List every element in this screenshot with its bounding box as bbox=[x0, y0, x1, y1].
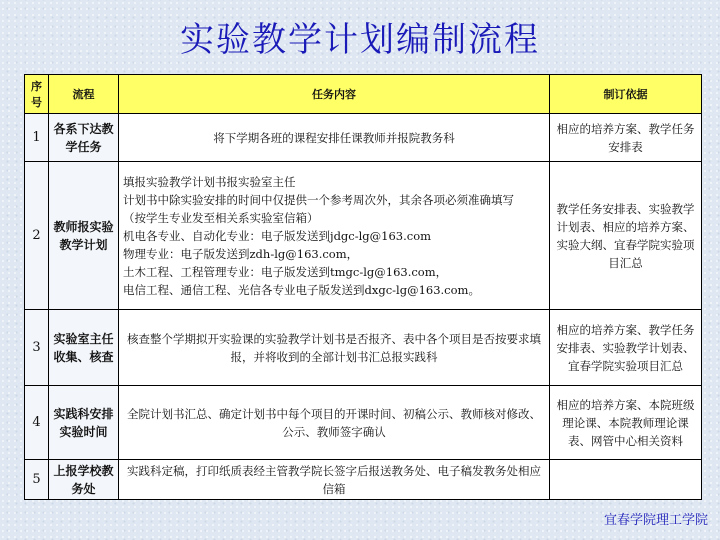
row-num: 2 bbox=[25, 162, 49, 310]
institution-footer: 宜春学院理工学院 bbox=[603, 513, 708, 528]
row-task bbox=[119, 162, 550, 310]
task-line: （按学生专业发至相关系实验室信箱） bbox=[123, 210, 319, 225]
header-num: 序号 bbox=[25, 75, 49, 114]
process-table bbox=[24, 74, 702, 500]
row-task bbox=[119, 386, 550, 460]
header-task: 任务内容 bbox=[119, 75, 550, 114]
table-row bbox=[25, 460, 702, 500]
row-process: 上报学校教务处 bbox=[49, 460, 119, 500]
table-header-row bbox=[25, 75, 702, 114]
row-task bbox=[119, 310, 550, 386]
table-row bbox=[25, 114, 702, 162]
table-row bbox=[25, 386, 702, 460]
row-process: 实验室主任收集、核查 bbox=[49, 310, 119, 386]
task-line: 全院计划书汇总、确定计划书中每个项目的开课时间、初稿公示、教师核对修改、公示、教师签字确认 bbox=[127, 406, 541, 439]
row-num: 4 bbox=[25, 386, 49, 460]
row-process: 教师报实验教学计划 bbox=[49, 162, 119, 310]
row-num: 5 bbox=[25, 460, 49, 500]
task-line: 填报实验教学计划书报实验室主任 bbox=[123, 174, 296, 189]
row-num: 3 bbox=[25, 310, 49, 386]
header-basis: 制订依据 bbox=[550, 75, 702, 114]
task-line: 物理专业：电子版发送到zdh-lg@163.com， bbox=[123, 246, 359, 261]
row-task bbox=[119, 460, 550, 500]
row-num: 1 bbox=[25, 114, 49, 162]
task-line: 将下学期各班的课程安排任课教师并报院教务科 bbox=[213, 130, 455, 145]
task-line: 机电各专业、自动化专业：电子版发送到jdgc-lg@163.com bbox=[123, 228, 432, 243]
task-line: 计划书中除实验安排的时间中仅提供一个参考周次外，其余各项必须准确填写 bbox=[123, 192, 514, 207]
task-line: 土木工程、工程管理专业：电子版发送到tmgc-lg@163.com， bbox=[123, 264, 448, 279]
row-basis: 教学任务安排表、实验教学计划表、相应的培养方案、实验大纲、宜春学院实验项目汇总 bbox=[550, 162, 702, 310]
table-row bbox=[25, 162, 702, 310]
header-process: 流程 bbox=[49, 75, 119, 114]
page-title: 实验教学计划编制流程 bbox=[180, 20, 540, 60]
task-line: 核查整个学期拟开实验课的实验教学计划书是否报齐、表中各个项目是否按要求填报，并将收到的全部计划书汇总报实践科 bbox=[127, 331, 541, 364]
row-basis: 相应的培养方案、教学任务安排表 bbox=[550, 114, 702, 162]
row-task bbox=[119, 114, 550, 162]
table-row bbox=[25, 310, 702, 386]
row-process: 实践科安排实验时间 bbox=[49, 386, 119, 460]
task-line: 电信工程、通信工程、光信各专业电子版发送到dxgc-lg@163.com。 bbox=[123, 282, 480, 297]
row-basis: 相应的培养方案、教学任务安排表、实验教学计划表、宜春学院实验项目汇总 bbox=[550, 310, 702, 386]
row-basis bbox=[550, 460, 702, 500]
row-process: 各系下达教学任务 bbox=[49, 114, 119, 162]
row-basis: 相应的培养方案、本院班级理论课、本院教师理论课表、网管中心相关资料 bbox=[550, 386, 702, 460]
task-line: 实践科定稿，打印纸质表经主管教学院长签字后报送教务处、电子稿发教务处相应信箱 bbox=[127, 463, 541, 496]
